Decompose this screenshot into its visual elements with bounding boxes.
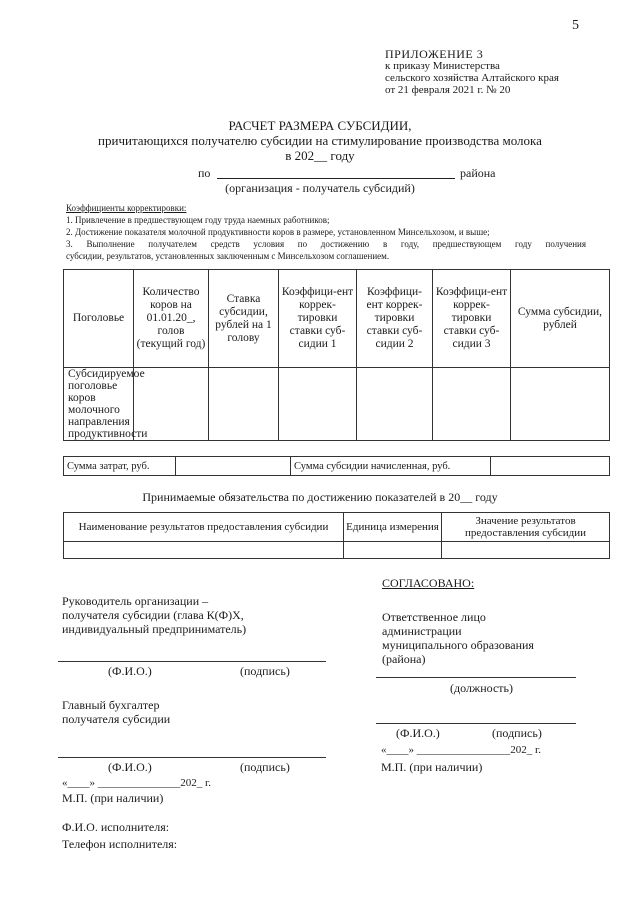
appendix-line: от 21 февраля 2021 г. № 20 bbox=[385, 84, 511, 96]
signature-label: (подпись) bbox=[240, 760, 290, 774]
po-word: по bbox=[198, 166, 211, 180]
coefficient-item: субсидии, результатов, установленных заключенным с Минсельхозом соглашением. bbox=[66, 251, 390, 261]
region-line bbox=[0, 166, 640, 181]
region-blank-line bbox=[217, 178, 455, 179]
coef2-cell[interactable] bbox=[357, 368, 433, 441]
coef3-cell[interactable] bbox=[433, 368, 511, 441]
subsidy-table bbox=[63, 269, 610, 441]
coefficient-item: 2. Достижение показателя молочной продуктивности коров в размере, установленном Минсельхозом, и выше; bbox=[66, 227, 490, 237]
position-label: (должность) bbox=[450, 681, 513, 695]
header-cell: Единица измерения bbox=[344, 513, 442, 542]
header-cell: Наименование результатов предоставления субсидии bbox=[64, 513, 344, 542]
responsible-line: Ответственное лицо bbox=[382, 610, 486, 624]
rayon-word: района bbox=[460, 166, 496, 180]
responsible-line: (района) bbox=[382, 652, 426, 666]
title-line: РАСЧЕТ РАЗМЕРА СУБСИДИИ, bbox=[228, 118, 412, 133]
head-org-line: индивидуальный предприниматель) bbox=[62, 622, 247, 636]
coefficients-title: Коэффициенты корректировки: bbox=[66, 203, 187, 213]
head-org-block bbox=[62, 594, 246, 636]
agreed-label: СОГЛАСОВАНО: bbox=[382, 576, 475, 590]
header-cell: Ставка субсидии, рублей на 1 голову bbox=[209, 270, 279, 368]
responsible-block bbox=[382, 610, 534, 666]
chief-accountant-block bbox=[62, 698, 170, 726]
executor-name-label: Ф.И.О. исполнителя: bbox=[62, 820, 170, 834]
header-cell: Количество коров на 01.01.20_, голов (текущий год) bbox=[134, 270, 209, 368]
table-row bbox=[64, 542, 610, 559]
head-org-line: Руководитель организации – bbox=[62, 594, 209, 608]
costs-label: Сумма затрат, руб. bbox=[64, 457, 176, 476]
header-cell: Сумма субсидии, рублей bbox=[511, 270, 610, 368]
obligations-title: Принимаемые обязательства по достижению показателей в 20__ году bbox=[142, 490, 498, 504]
table-header-row bbox=[64, 270, 610, 368]
signature-label: (подпись) bbox=[240, 664, 290, 678]
row-label: Субсидируемое поголовье коров молочного направления продуктивности bbox=[64, 368, 134, 441]
coefficients-block bbox=[66, 202, 586, 262]
page-number: 5 bbox=[572, 18, 579, 33]
result-name-cell[interactable] bbox=[64, 542, 344, 559]
rate-cell[interactable] bbox=[209, 368, 279, 441]
header-cell: Поголовье bbox=[64, 270, 134, 368]
header-cell: Коэффици-ент коррек-тировки ставки суб-сидии 2 bbox=[357, 270, 433, 368]
signature-label: (подпись) bbox=[492, 726, 542, 740]
mp-label: М.П. (при наличии) bbox=[62, 791, 164, 805]
position-line[interactable] bbox=[376, 677, 576, 678]
coef1-cell[interactable] bbox=[279, 368, 357, 441]
executor-phone-label: Телефон исполнителя: bbox=[62, 837, 178, 851]
header-cell: Коэффици-ент коррек-тировки ставки суб-сидии 3 bbox=[433, 270, 511, 368]
fio-label: (Ф.И.О.) bbox=[396, 726, 440, 740]
date-line-right[interactable]: «____» _________________202_ г. bbox=[381, 744, 542, 756]
subsidy-accrued-value-cell[interactable] bbox=[491, 457, 610, 476]
date-line[interactable]: «____» _______________202_ г. bbox=[62, 777, 212, 789]
subsidy-sum-cell[interactable] bbox=[511, 368, 610, 441]
head-org-line: получателя субсидии (глава К(Ф)Х, bbox=[62, 608, 244, 622]
head-signature-line[interactable] bbox=[58, 661, 326, 662]
table-row bbox=[64, 457, 610, 476]
responsible-line: муниципального образования bbox=[382, 638, 534, 652]
title-line: в 202__ году bbox=[285, 148, 355, 163]
accountant-signature-line[interactable] bbox=[58, 757, 326, 758]
result-value-cell[interactable] bbox=[442, 542, 610, 559]
fio-label: (Ф.И.О.) bbox=[108, 664, 152, 678]
table-header-row bbox=[64, 513, 610, 542]
coefficient-item: 1. Привлечение в предшествующем году труда наемных работников; bbox=[66, 215, 330, 225]
org-note: (организация - получатель субсидий) bbox=[225, 181, 415, 195]
title-line: причитающихся получателю субсидии на стимулирование производства молока bbox=[98, 133, 542, 148]
table-row bbox=[64, 368, 610, 441]
header-cell: Значение результатов предоставления субсидии bbox=[442, 513, 610, 542]
costs-value-cell[interactable] bbox=[176, 457, 291, 476]
obligations-table bbox=[63, 512, 610, 559]
header-cell: Коэффици-ент коррек-тировки ставки суб-сидии 1 bbox=[279, 270, 357, 368]
appendix-block bbox=[385, 48, 559, 96]
document-title bbox=[0, 118, 640, 163]
responsible-signature-line[interactable] bbox=[376, 723, 576, 724]
mp-label-right: М.П. (при наличии) bbox=[381, 760, 483, 774]
coefficient-item: 3. Выполнение получателем средств условия по достижению в году, предшествующем году получения bbox=[66, 239, 586, 249]
unit-cell[interactable] bbox=[344, 542, 442, 559]
appendix-line: сельского хозяйства Алтайского края bbox=[385, 72, 559, 84]
chief-accountant-line: получателя субсидии bbox=[62, 712, 171, 726]
fio-label: (Ф.И.О.) bbox=[108, 760, 152, 774]
chief-accountant-line: Главный бухгалтер bbox=[62, 698, 160, 712]
responsible-line: администрации bbox=[382, 624, 462, 638]
appendix-line: ПРИЛОЖЕНИЕ 3 bbox=[385, 47, 484, 61]
appendix-line: к приказу Министерства bbox=[385, 60, 500, 72]
subsidy-accrued-label: Сумма субсидии начисленная, руб. bbox=[291, 457, 491, 476]
sum-table bbox=[63, 456, 610, 476]
